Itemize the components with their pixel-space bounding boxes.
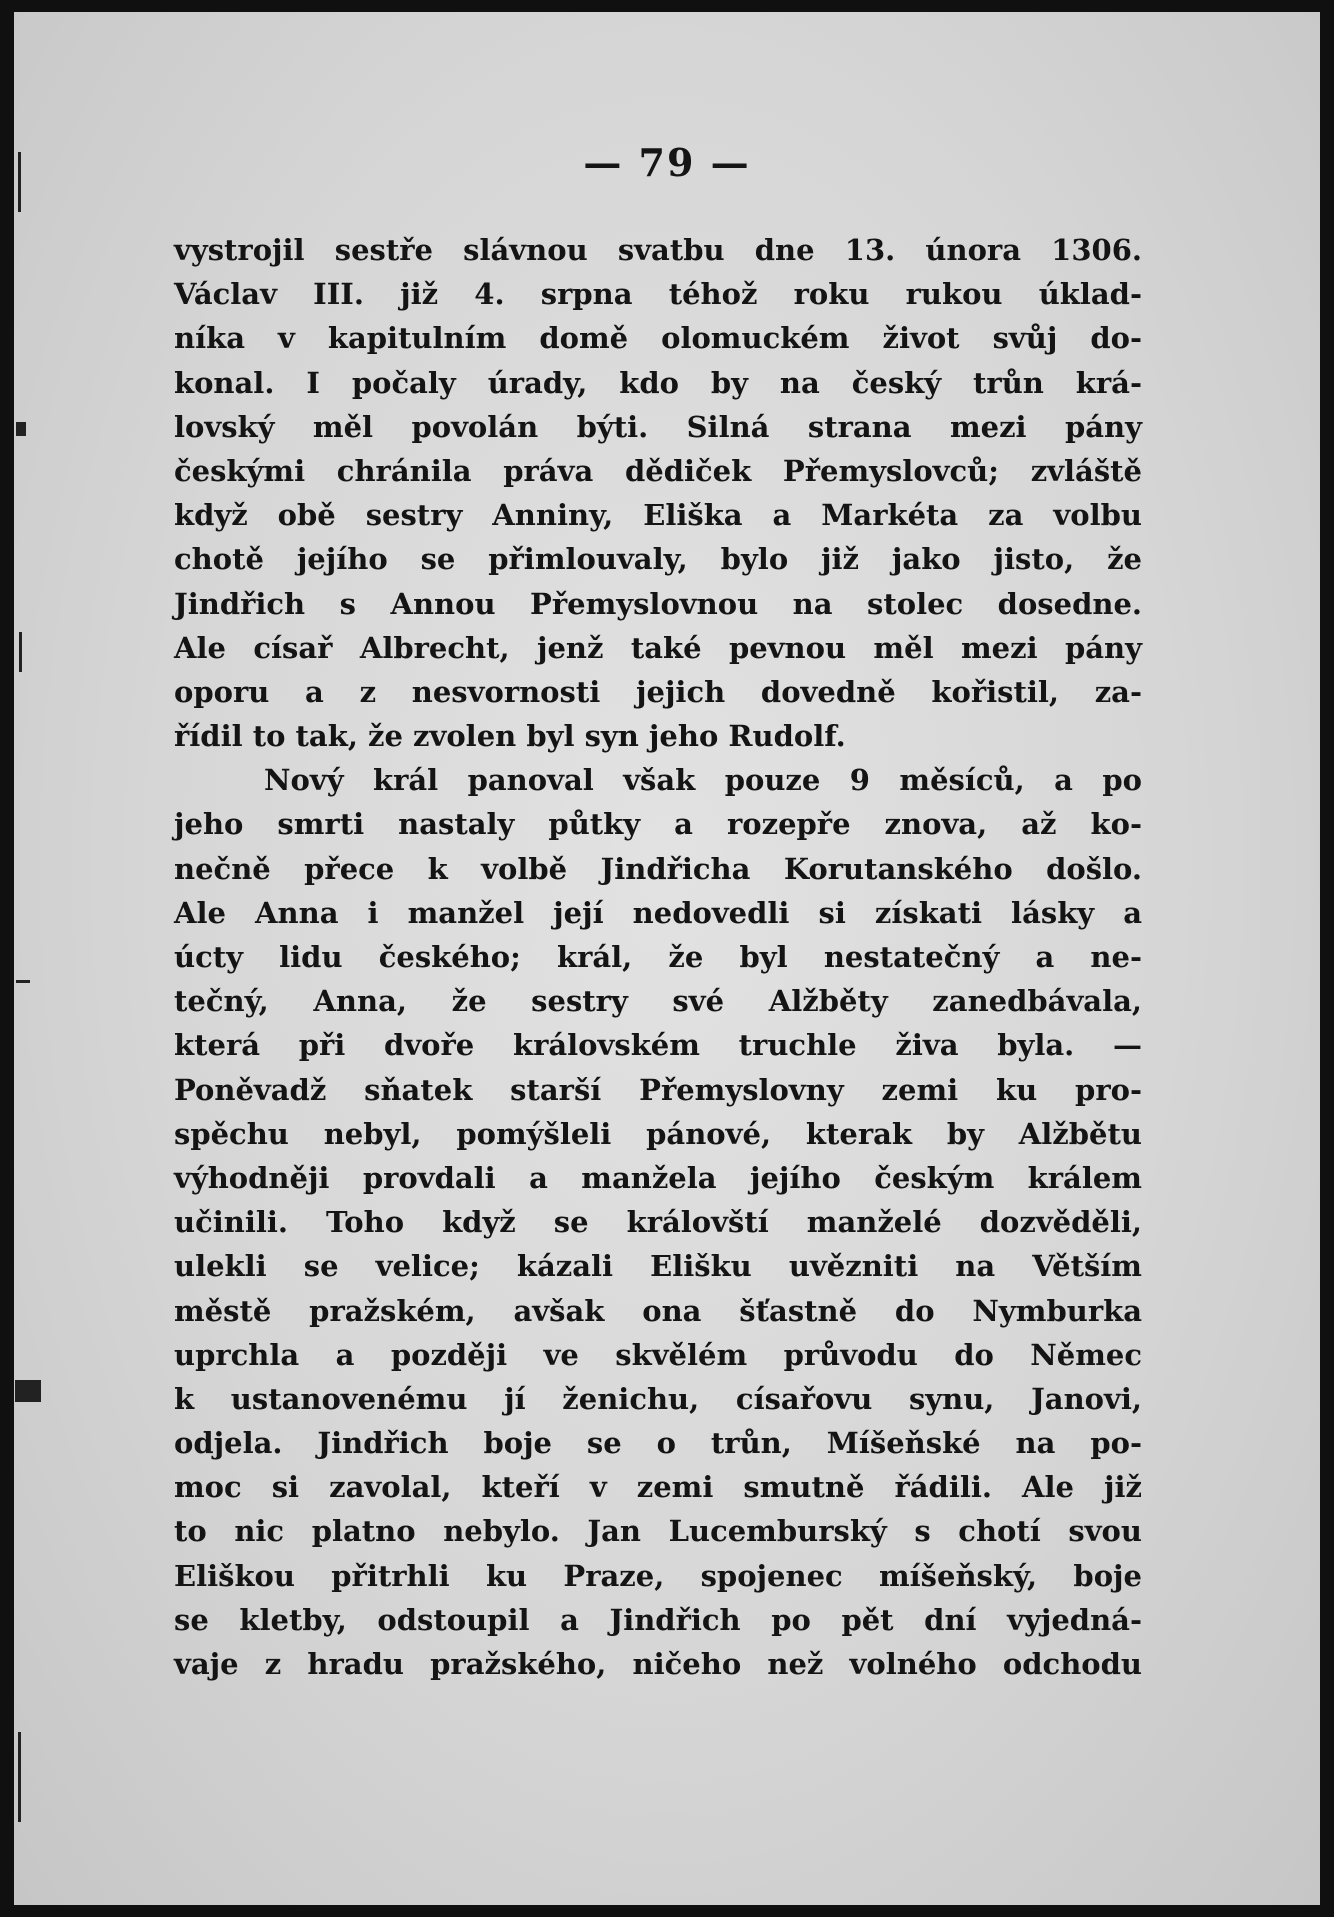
text-line: tečný, Anna, že sestry své Alžběty zanedbávala, xyxy=(174,984,1142,1019)
text-line: Jindřich s Annou Přemyslovnou na stolec dosedne. xyxy=(174,586,1142,621)
scan-edge-mark xyxy=(18,152,21,212)
page-number: — 79 — xyxy=(583,140,751,185)
text-line: vystrojil sestře slávnou svatbu dne 13. února 1306. xyxy=(174,233,1142,267)
text-line: učinili. Toho když se královští manželé dozvěděli, xyxy=(174,1205,1142,1240)
text-line: moc si zavolal, kteří v zemi smutně řádili. Ale již xyxy=(174,1470,1142,1505)
scan-edge-mark xyxy=(18,1732,21,1822)
text-line: odjela. Jindřich boje se o trůn, Míšeňské na po- xyxy=(174,1426,1142,1461)
scan-edge-mark xyxy=(16,422,26,436)
scan-edge-mark xyxy=(19,632,22,672)
text-line: Ale císař Albrecht, jenž také pevnou měl mezi pány xyxy=(174,630,1142,665)
text-line: uprchla a později ve skvělém průvodu do Němec xyxy=(174,1337,1142,1372)
text-line: chotě jejího se přimlouvaly, bylo již jako jisto, že xyxy=(174,542,1142,577)
text-line: když obě sestry Anniny, Eliška a Markéta za volbu xyxy=(174,498,1142,533)
text-line: jeho smrti nastaly půtky a rozepře znova, až ko- xyxy=(174,807,1142,842)
text-line: lovský měl povolán býti. Silná strana mezi pány xyxy=(174,409,1142,444)
text-line: níka v kapitulním domě olomuckém život svůj do- xyxy=(174,321,1142,356)
text-line: úcty lidu českého; král, že byl nestatečný a ne- xyxy=(174,940,1142,974)
text-line: k ustanovenému jí ženichu, císařovu synu, Janovi, xyxy=(174,1381,1142,1416)
text-line: Ale Anna i manžel její nedovedli si získati lásky a xyxy=(174,895,1142,930)
scan-edge-mark xyxy=(16,980,30,983)
text-line: výhodněji provdali a manžela jejího českým králem xyxy=(174,1160,1142,1195)
text-line: vaje z hradu pražského, ničeho než volného odchodu xyxy=(174,1647,1142,1681)
text-line: nečně přece k volbě Jindřicha Korutanského došlo. xyxy=(174,851,1142,886)
text-line: městě pražském, avšak ona šťastně do Nymburka xyxy=(174,1293,1142,1328)
book-page xyxy=(14,12,1320,1905)
text-line: řídil to tak, že zvolen byl syn jeho Rudolf. xyxy=(174,719,846,754)
scan-edge-mark xyxy=(15,1380,41,1402)
text-line: českými chránila práva dědiček Přemyslovců; zvláště xyxy=(174,453,1142,488)
text-line: oporu a z nesvornosti jejich dovedně kořistil, za- xyxy=(174,674,1142,709)
text-line: konal. I počaly úrady, kdo by na český trůn krá- xyxy=(174,365,1142,400)
text-line: Eliškou přitrhli ku Praze, spojenec míšeňský, boje xyxy=(174,1558,1142,1593)
text-line: to nic platno nebylo. Jan Lucemburský s chotí svou xyxy=(174,1514,1142,1549)
text-line: se kletby, odstoupil a Jindřich po pět dní vyjedná- xyxy=(174,1602,1142,1637)
body-text xyxy=(174,228,1142,1686)
text-line: spěchu nebyl, pomýšleli pánové, kterak by Alžbětu xyxy=(174,1116,1142,1151)
text-line: Poněvadž sňatek starší Přemyslovny zemi ku pro- xyxy=(174,1072,1142,1107)
text-line: Václav III. již 4. srpna téhož roku rukou úklad- xyxy=(174,277,1142,312)
text-line: která při dvoře královském truchle živa byla. — xyxy=(174,1028,1142,1063)
text-line: Nový král panoval však pouze 9 měsíců, a po xyxy=(264,763,1142,798)
text-line: ulekli se velice; kázali Elišku uvězniti na Větším xyxy=(174,1249,1142,1284)
